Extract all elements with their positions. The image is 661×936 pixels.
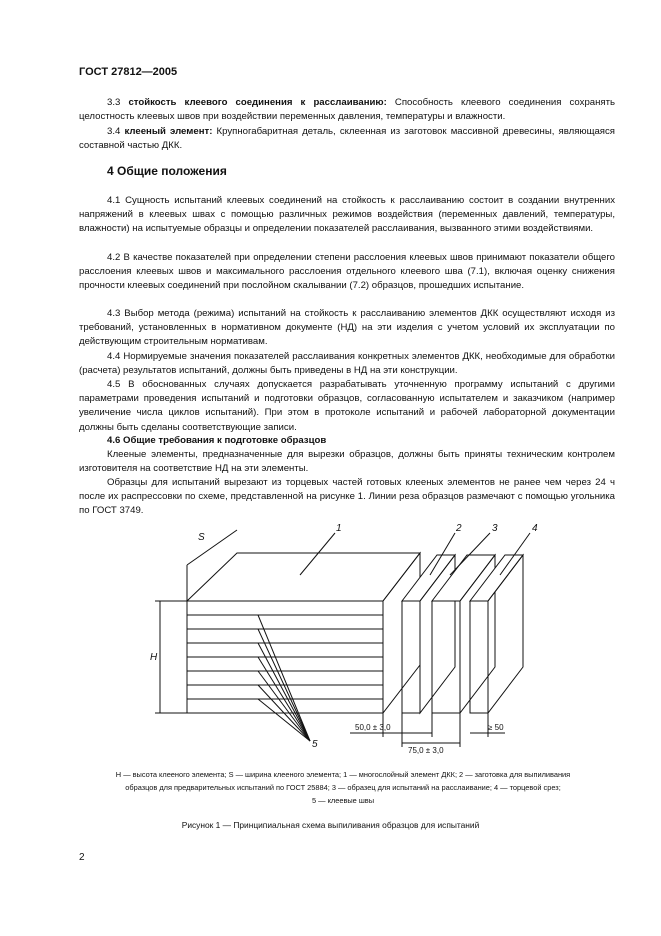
- document-header: ГОСТ 27812—2005: [79, 66, 178, 78]
- figure-legend-line-2: образцов для предварительных испытаний по ГОСТ 25884; 3 — образец для испытаний на расслаивание; 4 — торцевой срез;: [125, 783, 561, 792]
- glue-seam-leaders: [258, 615, 310, 741]
- clause-4-6-a: Клееные элементы, предназначенные для вырезки образцов, должны быть приняты техническим контролем изготовителя на соответствие НД на эти элементы.: [79, 449, 615, 475]
- definition: Способность клеевого соединения сохранять целостность клеевых швов при воздействии переменных давления, температуры и влажности.: [79, 97, 615, 123]
- definition: Крупногабаритная деталь, склеенная из заготовок массивной древесины, являющаяся составной частью ДКК.: [79, 126, 615, 152]
- dim-ge50: ≥ 50: [488, 723, 504, 732]
- slice-2: [402, 555, 455, 713]
- element-layers: [187, 601, 383, 713]
- label-4: 4: [532, 523, 538, 534]
- clause-3-3: [79, 96, 615, 124]
- dim-75: 75,0 ± 3,0: [408, 746, 444, 755]
- label-2: 2: [456, 523, 462, 534]
- figure-1-diagram: [150, 515, 550, 755]
- element-top-face: [187, 553, 420, 601]
- section-4-heading: 4 Общие положения: [107, 164, 227, 178]
- clause-4-6-b: Образцы для испытаний вырезают из торцевых частей готовых клееных элементов не ранее чем через 24 ч после их распрессовки по схеме, представленной на рисунке 1. Линии реза образцов размечают с помощью угольника по ГОСТ 3749.: [79, 477, 615, 517]
- clause-number: 3.3: [107, 97, 121, 108]
- clause-4-5: 4.5 В обоснованных случаях допускается разрабатывать уточненную программу испытаний с другими параметрами проведения испытаний и подготовки образцов, согласованную испытателем и заказчиком (например увеличение числа циклов испытаний). При этом в протоколе испытаний и рабочей лабораторной документации должны быть сделаны соответствующие записи.: [79, 379, 615, 433]
- term: стойкость клеевого соединения к расслаиванию:: [128, 97, 387, 108]
- label-s: S: [198, 532, 205, 543]
- slice-3: [432, 555, 495, 713]
- dim-50: 50,0 ± 3,0: [355, 723, 391, 732]
- term: клееный элемент:: [124, 126, 213, 137]
- label-1: 1: [336, 523, 342, 534]
- label-3: 3: [492, 523, 498, 534]
- figure-legend-line-3: 5 — клеевые швы: [311, 796, 375, 805]
- page-number: 2: [79, 852, 85, 863]
- figure-legend-line-1: H — высота клееного элемента; S — ширина клееного элемента; 1 — многослойный элемент ДКК; 2 — заготовка для выпиливания: [115, 770, 571, 779]
- label-5: 5: [312, 739, 318, 750]
- clause-4-1: 4.1 Сущность испытаний клеевых соединений на стойкость к расслаиванию состоит в создании внутренних напряжений в клеевых швах с помощью различных режимов воздействия (переменных давлений, температуры, влажности) на испытуемые образцы и определении показателей расслаивания, вызванного этими воздействиями.: [79, 195, 615, 235]
- clause-4-2: 4.2 В качестве показателей при определении степени расслоения клеевых швов принимают показатели общего расслоения клеевых швов и максимального расслоения отдельного клеевого шва (7.1), включая оценку снижения прочности клеевых соединений при послойном скалывании (7.2) образцов, прошедших испытание.: [79, 252, 615, 292]
- clause-4-3: 4.3 Выбор метода (режима) испытаний на стойкость к расслаиванию элементов ДКК осуществляют исходя из требований, установленных в нормативном документе (НД) на эти изделия с учетом условий их эксплуатации по действующим строительным нормативам.: [79, 308, 615, 348]
- clause-4-6-title: 4.6 Общие требования к подготовке образцов: [107, 435, 327, 446]
- clause-3-4: [79, 125, 615, 153]
- clause-4-4: 4.4 Нормируемые значения показателей расслаивания конкретных элементов ДКК, необходимые для обработки (расчета) результатов испытаний, должны быть приведены в НД на эти конструкции.: [79, 351, 615, 377]
- figure-title: Рисунок 1 — Принципиальная схема выпиливания образцов для испытаний: [181, 820, 480, 830]
- clause-number: 3.4: [107, 126, 121, 137]
- label-h: H: [150, 652, 158, 663]
